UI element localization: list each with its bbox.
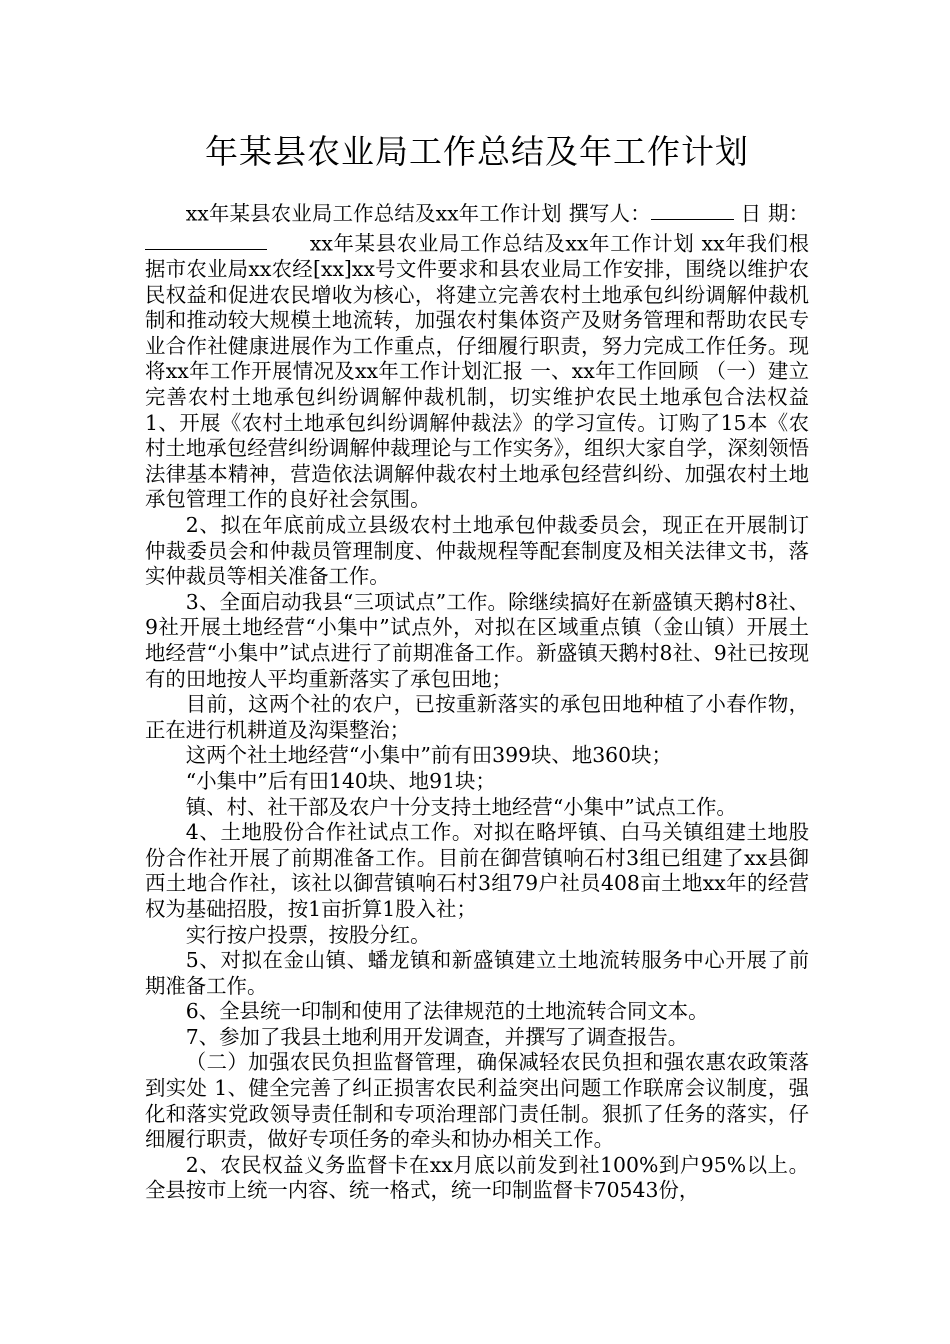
body-paragraph: 5、对拟在金山镇、蟠龙镇和新盛镇建立土地流转服务中心开展了前期准备工作。 [145,948,809,998]
document-page [145,125,809,1204]
intro-text-c: xx年某县农业局工作总结及xx年工作计划 xx年我们根据市农业局xx农经[xx]xx号文件要求和县农业局工作安排，围绕以维护农民权益和促进农民增收为核心，将建立完善农村土地承包纠纷调解仲裁机制和推动较大规模土地流转，加强农村集体资产及财务管理和帮助农民专业合作社健康进展作为工作重点，仔细履行职责，努力完成工作任务。现将xx年工作开展情况及xx年工作计划汇报 一、xx年工作回顾 （一）建立完善农村土地承包纠纷调解仲裁机制，切实维护农民土地承包合法权益 1、开展《农村土地承包纠纷调解仲裁法》的学习宣传。订购了15本《农村土地承包经营纠纷调解仲裁理论与工作实务》，组织大家自学，深刻领悟法律基本精神，营造依法调解仲裁农村土地承包经营纠纷、加强农村土地承包管理工作的良好社会氛围。 [145,231,810,512]
intro-text-b: 日 期： [740,201,810,226]
body-paragraph: 2、农民权益义务监督卡在xx月底以前发到社100%到户95%以上。全县按市上统一内容、统一格式，统一印制监督卡70543份， [145,1152,809,1203]
body-paragraph: 目前，这两个社的农户，已按重新落实的承包田地种植了小春作物，正在进行机耕道及沟渠整治； [145,692,809,742]
author-blank-continued [690,197,734,220]
body-paragraph: 3、全面启动我县“三项试点”工作。除继续搞好在新盛镇天鹅村8社、9社开展土地经营“小集中”试点外，对拟在区域重点镇（金山镇）开展土地经营“小集中”试点进行了前期准备工作。新盛镇天鹅村8社、9社已按现有的田地按人平均重新落实了承包田地； [145,589,809,691]
document-title: 年某县农业局工作总结及年工作计划 [205,132,749,171]
body-paragraph: 7、参加了我县土地利用开发调查，并撰写了调查报告。 [185,1024,689,1049]
body-paragraph: 2、拟在年底前成立县级农村土地承包仲裁委员会，现正在开展制订仲裁委员会和仲裁员管理制度、仲裁规程等配套制度及相关法律文书，落实仲裁员等相关准备工作。 [145,513,809,589]
intro-text-a: xx年某县农业局工作总结及xx年工作计划 撰写人： [185,201,651,226]
body-paragraph: 4、土地股份合作社试点工作。对拟在略坪镇、白马关镇组建土地股份合作社开展了前期准备工作。目前在御营镇响石村3组已组建了xx县御西土地合作社，该社以御营镇响石村3组79户社员408亩土地xx年的经营权为基础招股，按1亩折算1股入社； [145,820,809,921]
intro-paragraph [145,197,809,513]
body-paragraph: 镇、村、社干部及农户十分支持土地经营“小集中”试点工作。 [185,794,737,819]
document-body [145,197,809,1204]
body-paragraph: 这两个社土地经营“小集中”前有田399块、地360块； [185,743,672,768]
body-paragraph: （二）加强农民负担监督管理，确保减轻农民负担和强农惠农政策落到实处 1、健全完善了纠正损害农民利益突出问题工作联席会议制度，强化和落实党政领导责任制和专项治理部门责任制。狠抓了任务的落实，仔细履行职责，做好专项任务的牵头和协办相关工作。 [145,1050,809,1152]
body-paragraph: “小集中”后有田140块、地91块； [185,768,496,793]
date-blank [145,227,267,250]
body-paragraph: 6、全县统一印制和使用了法律规范的土地流转合同文本。 [185,999,709,1024]
body-paragraph: 实行按户投票，按股分红。 [185,922,431,947]
